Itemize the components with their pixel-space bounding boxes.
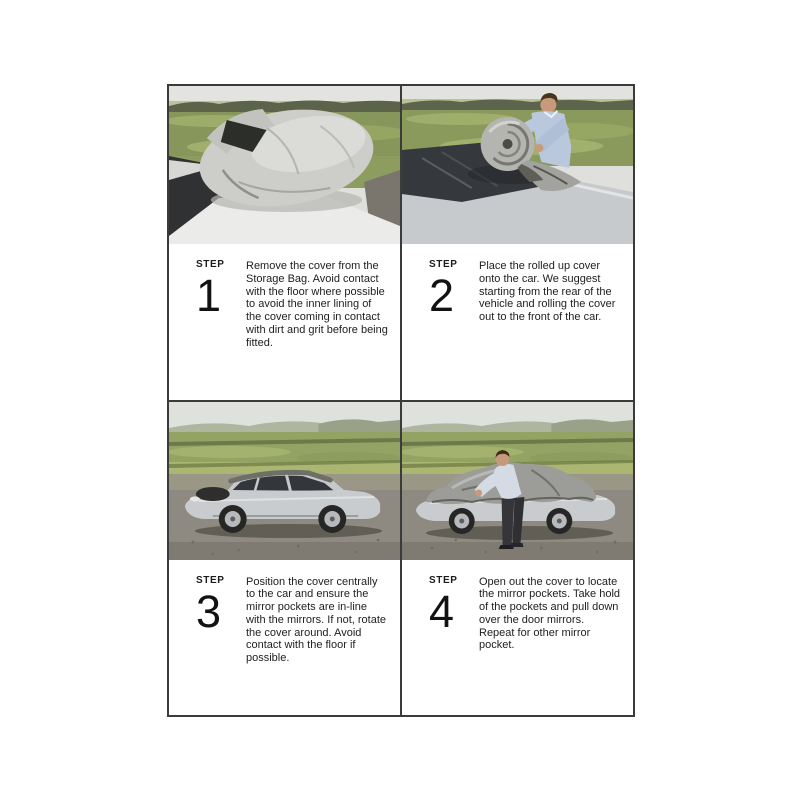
step-number: 1 [196, 270, 222, 321]
folded-cover-on-bonnet [196, 487, 230, 501]
cover-in-storage-bag-on-car-photo [169, 86, 400, 244]
step-instruction: Remove the cover from the Storage Bag. Avoid contact with the floor where possible to avoid the inner lining of the cover coming in contact with dirt and grit before being fitted. [246, 260, 388, 349]
panel-step-3 [168, 401, 401, 717]
step-instruction: Open out the cover to locate the mirror pockets. Take hold of the pockets and pull down over the door mirrors. Repeat for other mirror pocket. [479, 575, 621, 652]
step-label: STEP [196, 259, 225, 270]
caption-step-3 [169, 560, 400, 716]
photo-step-4 [402, 402, 633, 560]
step-label: STEP [429, 574, 458, 586]
caption-step-4 [402, 560, 633, 716]
pulling-cover-over-door-mirrors-photo [402, 402, 633, 560]
caption-step-2 [402, 244, 633, 400]
photo-step-3 [169, 402, 400, 560]
step-number: 2 [429, 270, 455, 321]
step-label: STEP [196, 574, 225, 586]
panel-step-2 [401, 85, 634, 401]
step-number: 3 [196, 585, 222, 637]
panel-step-4 [401, 401, 634, 717]
step-label: STEP [429, 259, 458, 270]
caption-step-1 [169, 244, 400, 400]
photo-step-1 [169, 86, 400, 244]
step-column [196, 576, 246, 716]
placing-rolled-cover-on-rear-photo [402, 86, 633, 244]
step-instruction: Place the rolled up cover onto the car. We suggest starting from the rear of the vehicle and rolling the cover out to the front of the car. [479, 260, 616, 324]
cover-roll-centered-on-roof-photo [169, 402, 400, 560]
step-column [196, 260, 246, 400]
step-number: 4 [429, 585, 455, 637]
step-instruction: Position the cover centrally to the car and ensure the mirror pockets are in-line with the mirrors. If not, rotate the cover around. Avoid contact with the floor if possible. [246, 575, 386, 665]
step-column [429, 260, 479, 400]
instruction-grid [167, 84, 635, 717]
photo-step-2 [402, 86, 633, 244]
step-column [429, 576, 479, 716]
panel-step-1 [168, 85, 401, 401]
